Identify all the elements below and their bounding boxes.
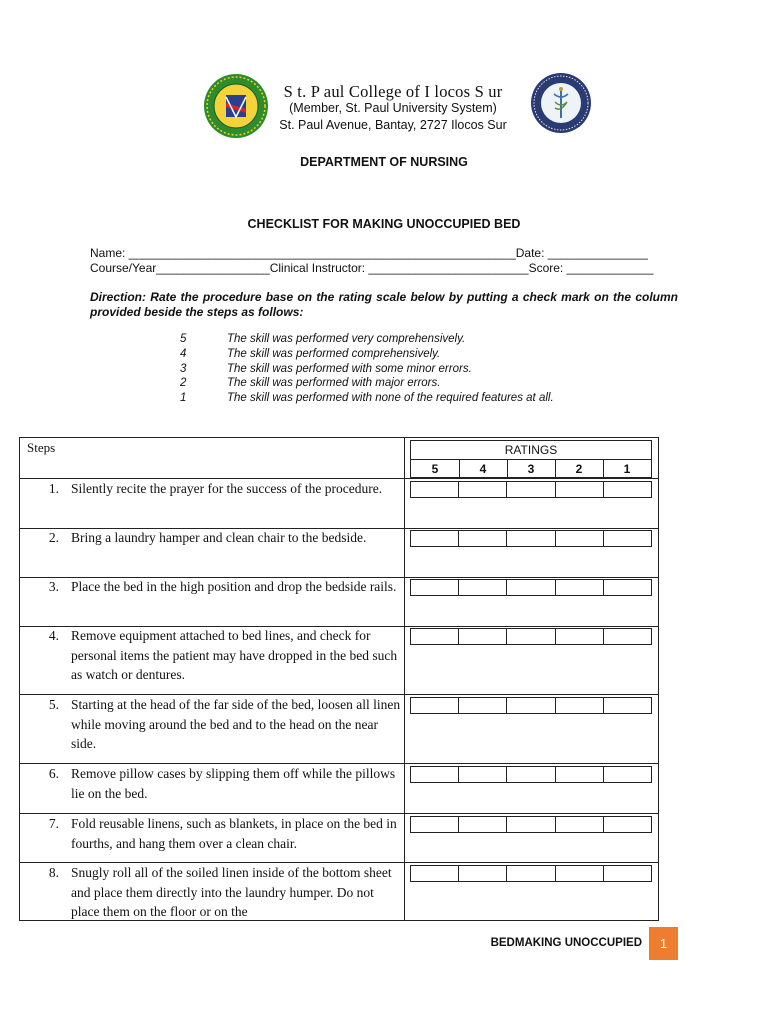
rating-checkbox-2[interactable] — [555, 580, 603, 595]
step-number: 2. — [48, 530, 59, 545]
rating-checkbox-4[interactable] — [458, 817, 506, 832]
page-number-badge: 1 — [649, 927, 678, 960]
rating-checkbox-1[interactable] — [603, 767, 651, 782]
rating-checkbox-4[interactable] — [458, 580, 506, 595]
rating-checkbox-4[interactable] — [458, 698, 506, 713]
step-text: Silently recite the prayer for the success of the procedure. — [71, 481, 383, 496]
scale-number: 1 — [180, 392, 187, 404]
rating-checkbox-5[interactable] — [411, 767, 458, 782]
rating-checkboxes — [410, 579, 652, 596]
step-number: 3. — [48, 579, 59, 594]
scale-number: 2 — [180, 377, 187, 389]
rating-checkbox-5[interactable] — [411, 629, 458, 644]
rating-column-1: 1 — [623, 462, 631, 476]
rating-checkbox-5[interactable] — [411, 698, 458, 713]
step-text: Remove equipment attached to bed lines, and check for personal items the patient may have dropped in the bed such as watch or dentures. — [71, 628, 398, 682]
rating-checkboxes — [410, 697, 652, 714]
rating-checkbox-2[interactable] — [555, 531, 603, 546]
rating-checkbox-3[interactable] — [506, 767, 554, 782]
footer-title: BEDMAKING UNOCCUPIED — [490, 937, 642, 949]
rating-checkbox-3[interactable] — [506, 629, 554, 644]
rating-checkbox-2[interactable] — [555, 866, 603, 881]
checklist-title: CHECKLIST FOR MAKING UNOCCUPIED BED — [247, 217, 521, 231]
step-text: Place the bed in the high position and drop the bedside rails. — [71, 579, 397, 594]
ratings-label: RATINGS — [504, 443, 558, 457]
rating-column-5: 5 — [431, 462, 439, 476]
rating-checkbox-5[interactable] — [411, 531, 458, 546]
scale-description: The skill was performed with some minor errors. — [227, 363, 472, 375]
rating-checkbox-3[interactable] — [506, 698, 554, 713]
rating-checkboxes — [410, 816, 652, 833]
rating-checkbox-4[interactable] — [458, 767, 506, 782]
step-text: Fold reusable linens, such as blankets, in place on the bed in fourths, and hang them over a clean chair. — [71, 816, 397, 851]
rating-checkbox-4[interactable] — [458, 866, 506, 881]
steps-header: Steps — [27, 440, 56, 455]
course-instructor-score-line: Course/Year_________________Clinical Instructor: ________________________Score: _____________ — [90, 261, 654, 275]
rating-checkbox-5[interactable] — [411, 580, 458, 595]
rating-checkboxes — [410, 530, 652, 547]
step-number: 6. — [48, 766, 59, 781]
rating-checkbox-3[interactable] — [506, 531, 554, 546]
scale-number: 4 — [180, 348, 187, 360]
rating-checkbox-1[interactable] — [603, 629, 651, 644]
step-text: Remove pillow cases by slipping them off while the pillows lie on the bed. — [71, 766, 396, 801]
rating-checkbox-3[interactable] — [506, 482, 554, 497]
step-number: 5. — [48, 697, 59, 712]
college-name: S t. P aul College of I locos S ur — [283, 82, 503, 101]
scale-description: The skill was performed with none of the required features at all. — [227, 392, 554, 404]
rating-checkbox-4[interactable] — [458, 629, 506, 644]
rating-checkboxes — [410, 481, 652, 498]
rating-checkbox-4[interactable] — [458, 482, 506, 497]
rating-checkbox-5[interactable] — [411, 817, 458, 832]
scale-description: The skill was performed with major errors. — [227, 377, 441, 389]
rating-checkbox-3[interactable] — [506, 866, 554, 881]
rating-column-4: 4 — [479, 462, 487, 476]
checklist-table — [19, 437, 659, 921]
rating-checkboxes — [410, 628, 652, 645]
step-number: 7. — [48, 816, 59, 831]
rating-checkbox-2[interactable] — [555, 817, 603, 832]
rating-column-3: 3 — [527, 462, 535, 476]
step-text: Bring a laundry hamper and clean chair to the bedside. — [71, 530, 367, 545]
nursing-seal-logo — [530, 72, 592, 134]
rating-checkbox-1[interactable] — [603, 580, 651, 595]
rating-checkbox-2[interactable] — [555, 629, 603, 644]
rating-checkbox-1[interactable] — [603, 531, 651, 546]
rating-checkbox-1[interactable] — [603, 866, 651, 881]
rating-checkbox-2[interactable] — [555, 698, 603, 713]
rating-checkbox-2[interactable] — [555, 482, 603, 497]
scale-description: The skill was performed comprehensively. — [227, 348, 441, 360]
college-membership: (Member, St. Paul University System) — [289, 101, 497, 115]
ratings-header — [410, 440, 652, 478]
rating-checkbox-3[interactable] — [506, 817, 554, 832]
department-title: DEPARTMENT OF NURSING — [300, 155, 468, 169]
scale-description: The skill was performed very comprehensively. — [227, 333, 466, 345]
scale-number: 3 — [180, 363, 187, 375]
rating-checkbox-1[interactable] — [603, 482, 651, 497]
step-number: 8. — [48, 865, 59, 880]
rating-checkboxes — [410, 766, 652, 783]
rating-checkbox-5[interactable] — [411, 866, 458, 881]
scale-number: 5 — [180, 333, 187, 345]
rating-checkbox-1[interactable] — [603, 817, 651, 832]
rating-checkbox-1[interactable] — [603, 698, 651, 713]
direction-text: Direction: Rate the procedure base on the rating scale below by putting a check mark on the column provided beside the steps as follows: — [90, 290, 678, 319]
rating-column-2: 2 — [575, 462, 583, 476]
column-divider — [404, 438, 405, 920]
rating-checkbox-2[interactable] — [555, 767, 603, 782]
step-number: 4. — [48, 628, 59, 643]
step-text: Starting at the head of the far side of the bed, loosen all linen while moving around the bed and to the head on the near side. — [71, 697, 401, 751]
step-text: Snugly roll all of the soiled linen inside of the bottom sheet and place them directly into the laundry humper. Do not place them on the floor or on the — [71, 865, 392, 919]
rating-checkbox-3[interactable] — [506, 580, 554, 595]
step-number: 1. — [48, 481, 59, 496]
college-seal-logo — [203, 73, 269, 139]
name-date-line: Name: __________________________________________________________Date: _______________ — [90, 246, 648, 260]
college-address: St. Paul Avenue, Bantay, 2727 Ilocos Sur — [279, 118, 507, 132]
rating-checkbox-4[interactable] — [458, 531, 506, 546]
rating-checkboxes — [410, 865, 652, 882]
rating-checkbox-5[interactable] — [411, 482, 458, 497]
